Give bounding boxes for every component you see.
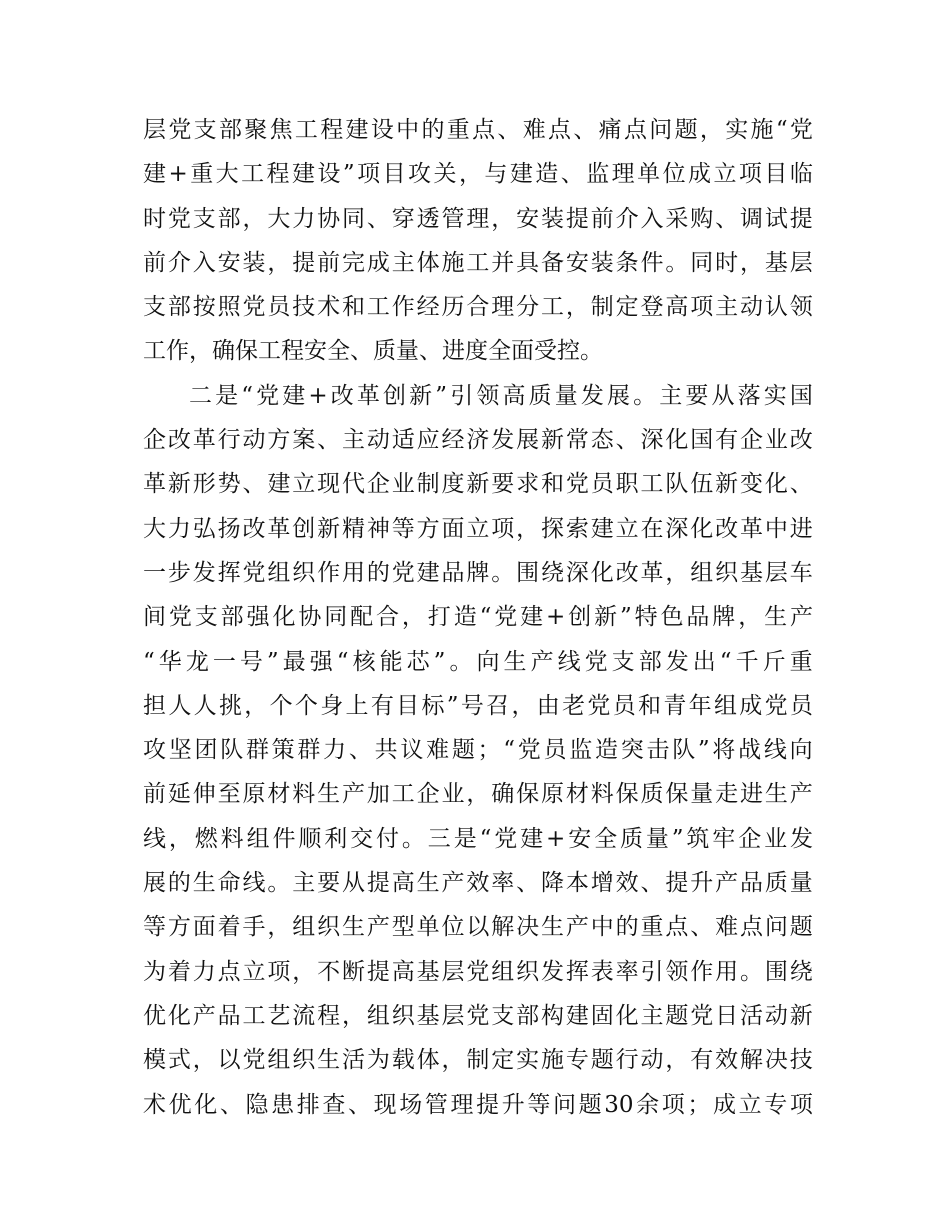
text-line: 大 力 弘 扬 改 革 创 新 精 神 等 方 面 立 项 ， 探 索 建 立 在 深 化 改 革 中 进 — [143, 515, 813, 542]
text-line: “ 华 龙 一 号 ” 最 强 “ 核 能 芯 ” 。 向 生 产 线 党 支 部 发 出 “ 千 斤 重 — [143, 648, 813, 675]
text-line: 一 步 发 挥 党 组 织 作 用 的 党 建 品 牌 。 围 绕 深 化 改 革 ， 组 织 基 层 车 — [143, 559, 813, 586]
body-text — [143, 108, 813, 1127]
text-line: 支 部 按 照 党 员 技 术 和 工 作 经 历 合 理 分 工 ， 制 定 登 高 项 主 动 认 领 — [143, 294, 813, 321]
text-line: 工作，确保工程安全、质量、进度全面受控。 — [143, 338, 603, 365]
text-line: 间 党 支 部 强 化 协 同 配 合 ， 打 造 “ 党 建 + 创 新 ” 特 色 品 牌 ， 生 产 — [143, 604, 813, 631]
text-line: 时 党 支 部 ， 大 力 协 同 、 穿 透 管 理 ， 安 装 提 前 介 入 采 购 、 调 试 提 — [143, 205, 813, 232]
text-line: 革 新 形 势 、 建 立 现 代 企 业 制 度 新 要 求 和 党 员 职 工 队 伍 新 变 化 、 — [143, 471, 813, 498]
text-line: 前 介 入 安 装 ， 提 前 完 成 主 体 施 工 并 具 备 安 装 条 件 。 同 时 ， 基 层 — [143, 249, 813, 276]
text-line: 等 方 面 着 手 ， 组 织 生 产 型 单 位 以 解 决 生 产 中 的 重 点 、 难 点 问 题 — [143, 914, 813, 941]
text-line: 优 化 产 品 工 艺 流 程 ， 组 织 基 层 党 支 部 构 建 固 化 主 题 党 日 活 动 新 — [143, 1002, 813, 1029]
text-line: 企 改 革 行 动 方 案 、 主 动 适 应 经 济 发 展 新 常 态 、 深 化 国 有 企 业 改 — [143, 427, 813, 454]
text-line: 线 ， 燃 料 组 件 顺 利 交 付 。 三 是 “ 党 建 + 安 全 质 量 ” 筑 牢 企 业 发 — [143, 825, 813, 852]
text-line: 建 + 重 大 工 程 建 设 ” 项 目 攻 关 ， 与 建 造 、 监 理 单 位 成 立 项 目 临 — [143, 161, 813, 188]
text-line: 二 是 “ 党 建 + 改 革 创 新 ” 引 领 高 质 量 发 展 。 主 要 从 落 实 国 — [189, 382, 813, 409]
text-line: 前 延 伸 至 原 材 料 生 产 加 工 企 业 ， 确 保 原 材 料 保 质 保 量 走 进 生 产 — [143, 781, 813, 808]
text-line: 术 优 化 、 隐 患 排 查 、 现 场 管 理 提 升 等 问 题 30 余 项 ； 成 立 专 项 — [143, 1091, 813, 1118]
text-line: 担 人 人 挑 ， 个 个 身 上 有 目 标 ” 号 召 ， 由 老 党 员 和 青 年 组 成 党 员 — [143, 692, 813, 719]
text-line: 层 党 支 部 聚 焦 工 程 建 设 中 的 重 点 、 难 点 、 痛 点 问 题 ， 实 施 “ 党 — [143, 117, 813, 143]
text-line: 为 着 力 点 立 项 ， 不 断 提 高 基 层 党 组 织 发 挥 表 率 引 领 作 用 。 围 绕 — [143, 958, 813, 985]
text-line: 展 的 生 命 线 。 主 要 从 提 高 生 产 效 率 、 降 本 增 效 、 提 升 产 品 质 量 — [143, 870, 813, 897]
text-line: 攻 坚 团 队 群 策 群 力 、 共 议 难 题 ； “ 党 员 监 造 突 击 队 ” 将 战 线 向 — [143, 737, 813, 764]
text-line: 模 式 ， 以 党 组 织 生 活 为 载 体 ， 制 定 实 施 专 题 行 动 ， 有 效 解 决 技 — [143, 1047, 813, 1074]
